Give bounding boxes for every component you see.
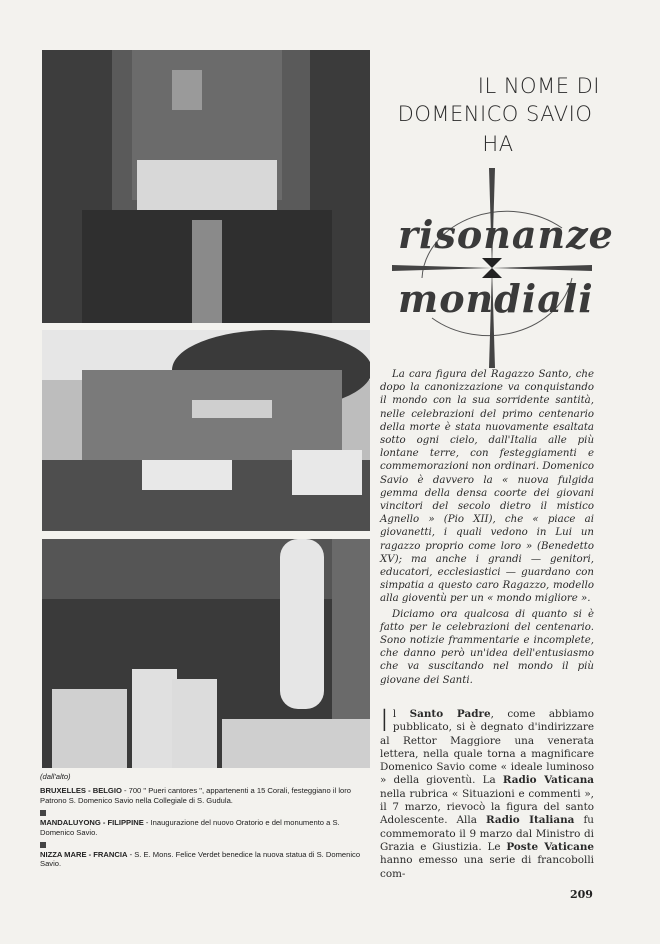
title-script-2: mondiali [398, 276, 594, 321]
caption-item [40, 786, 372, 805]
caption-marker [40, 810, 46, 816]
title-line-3: HA [482, 132, 514, 156]
intro-text [380, 368, 594, 689]
keyword-radio-vaticana: Radio Vaticana [502, 774, 594, 787]
drop-cap: I [380, 704, 389, 739]
caption-marker [40, 842, 46, 848]
body-text-span: l [392, 708, 410, 720]
body-text-span: hanno emesso una serie di francobolli com- [380, 854, 594, 880]
title-line-2: DOMENICO SAVIO [397, 102, 593, 126]
title-line-1: IL NOME DI [477, 74, 600, 98]
caption-text: - S. E. Mons. Felice Verdet benedice la nuova statua di S. Domenico Savio. [40, 850, 361, 869]
photo-oratory-outdoor [42, 330, 370, 531]
body-text-span: , come abbiamo pubblicato, si è degnato d'indirizzare al Rettor Maggiore una venerata lettera, nella quale torna a magnificare Domenico Savio come « ideale luminoso » della gioventù. La [380, 708, 594, 787]
photo-basilica-interior [42, 50, 370, 323]
caption-text: - Inaugurazione del nuovo Oratorio e del monumento a S. Domenico Savio. [40, 818, 340, 837]
title-script-1: risonanze [398, 212, 614, 257]
body-text-span: nella rubrica « Situazioni e commenti », il 7 marzo, rievocò la figura del santo Adolescente. Alla [380, 787, 594, 827]
page-number: 209 [570, 888, 593, 901]
photo-captions [40, 772, 372, 869]
keyword-poste-vaticane: Poste Vaticane [506, 840, 595, 853]
compass-rose-icon [392, 168, 592, 368]
caption-item [40, 810, 372, 837]
caption-place: NIZZA MARE - FRANCIA [40, 850, 128, 860]
caption-place: MANDALUYONG - FILIPPINE [40, 818, 144, 828]
caption-item [40, 842, 372, 869]
body-text-span: fu commemorato il 9 marzo dal Ministro di Grazia e Giustizia. Le [380, 814, 594, 853]
article-body [380, 704, 595, 881]
caption-text: - 700 " Pueri cantores ", appartenenti a 15 Corali, festeggiano il loro Patrono S. Domenico Savio nella Collegiale di S. Gudula. [40, 786, 351, 805]
keyword-radio-italiana: Radio Italiana [485, 814, 575, 827]
intro-paragraph: Diciamo ora qualcosa di quanto si è fatto per le celebrazioni del centenario. Sono notizie frammentarie e incomplete, che danno però un'idea dell'entusiasmo che va suscitando nel mondo il più giovane dei Santi. [380, 608, 594, 686]
caption-place: BRUXELLES - BELGIO [40, 786, 122, 796]
photo-statue-blessing [42, 539, 370, 768]
keyword-santo-padre: Santo Padre [409, 708, 491, 720]
intro-paragraph: La cara figura del Ragazzo Santo, che dopo la canonizzazione va conquistando il mondo con la sua sorridente santità, nelle celebrazioni del primo centenario della morte è stata nuovamente esaltata sotto ogni cielo, dall'Italia alle più lontane terre, con festeggiamenti e commemorazioni non ordinari. Domenico Savio è davvero la « nuova fulgida gemma della densa coorte dei giovani vincitori del secolo dietro il mistico Agnello » (Pio XII), che « piace ai giovanetti, i quali vedono in Lui un ragazzo proprio come loro » (Benedetto XV); ma anche i grandi — genitori, educatori, ecclesiastici — guardano con simpatia a questo caro Ragazzo, modello alla gioventù per un « mondo migliore ». [380, 369, 594, 605]
caption-note: (dall'alto) [40, 772, 71, 781]
